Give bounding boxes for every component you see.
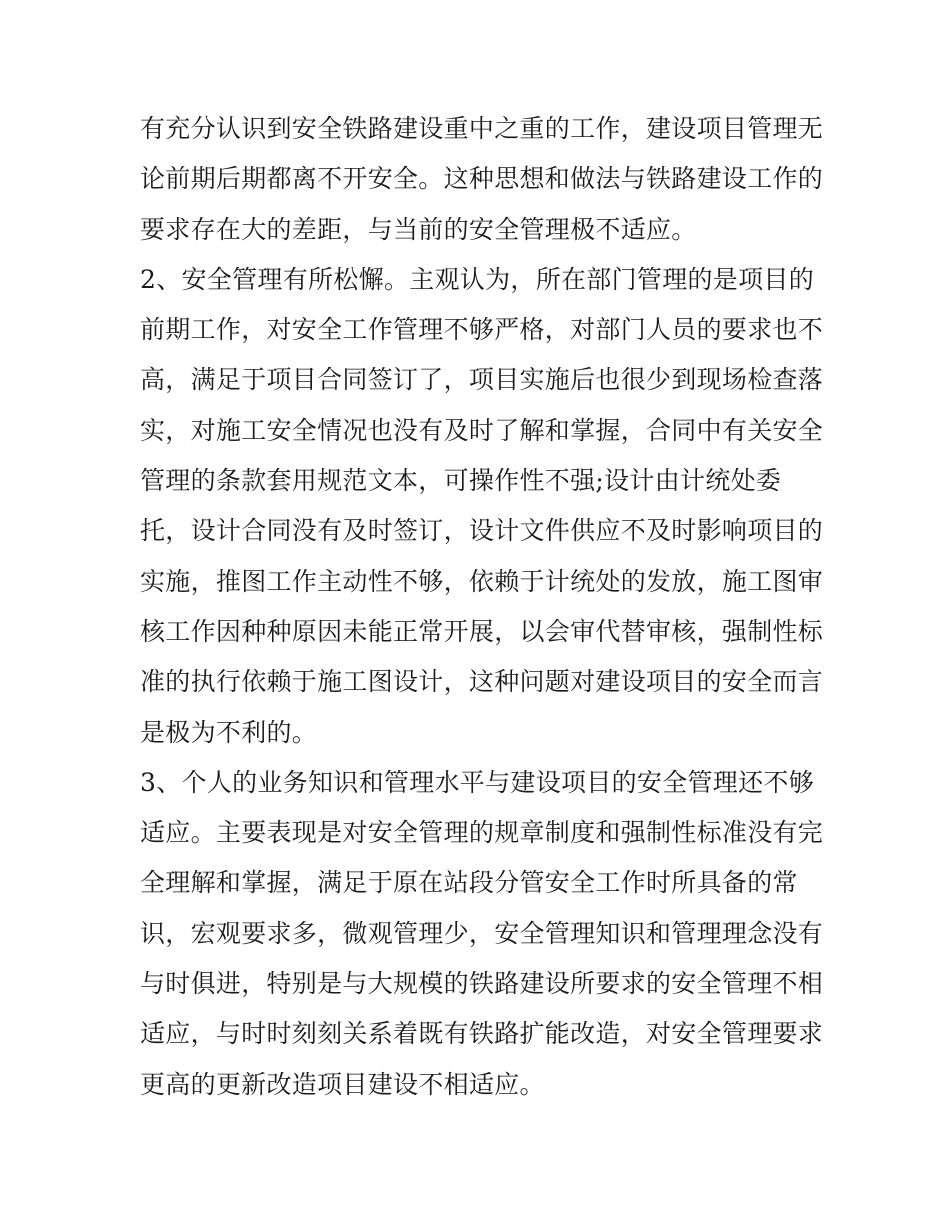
- text-line: 更高的更新改造项目建设不相适应。: [140, 1069, 545, 1099]
- text-line: 高，满足于项目合同签订了，项目实施后也很少到现场检查落: [140, 365, 824, 395]
- text-line: 是极为不利的。: [140, 717, 318, 747]
- text-line: 前期工作，对安全工作管理不够严格，对部门人员的要求也不: [140, 315, 824, 345]
- text-line: 实，对施工安全情况也没有及时了解和掌握，合同中有关安全: [140, 415, 824, 445]
- text-line: 与时俱进，特别是与大规模的铁路建设所要求的安全管理不相: [140, 969, 824, 999]
- text-line: 3、个人的业务知识和管理水平与建设项目的安全管理还不够: [140, 767, 815, 797]
- text-line: 核工作因种种原因未能正常开展，以会审代替审核，强制性标: [140, 616, 824, 646]
- text-line: 有充分认识到安全铁路建设重中之重的工作，建设项目管理无: [140, 114, 824, 143]
- text-line: 要求存在大的差距，与当前的安全管理极不适应。: [140, 214, 697, 244]
- text-line: 适应，与时时刻刻关系着既有铁路扩能改造，对安全管理要求: [140, 1019, 824, 1049]
- text-line: 全理解和掌握，满足于原在站段分管安全工作时所具备的常: [140, 868, 798, 898]
- body-text: [140, 104, 840, 1110]
- text-line: 2、安全管理有所松懈。主观认为，所在部门管理的是项目的: [140, 264, 815, 294]
- text-line: 实施，推图工作主动性不够，依赖于计统处的发放，施工图审: [140, 566, 824, 596]
- text-line: 适应。主要表现是对安全管理的规章制度和强制性标准没有完: [140, 818, 824, 848]
- text-line: 论前期后期都离不开安全。这种思想和做法与铁路建设工作的: [140, 164, 824, 194]
- text-line: 托，设计合同没有及时签订，设计文件供应不及时影响项目的: [140, 516, 824, 546]
- text-line: 识，宏观要求多，微观管理少，安全管理知识和管理理念没有: [140, 918, 824, 948]
- text-line: 准的执行依赖于施工图设计，这种问题对建设项目的安全而言: [140, 667, 824, 697]
- text-line: 管理的条款套用规范文本，可操作性不强;设计由计统处委: [140, 466, 782, 496]
